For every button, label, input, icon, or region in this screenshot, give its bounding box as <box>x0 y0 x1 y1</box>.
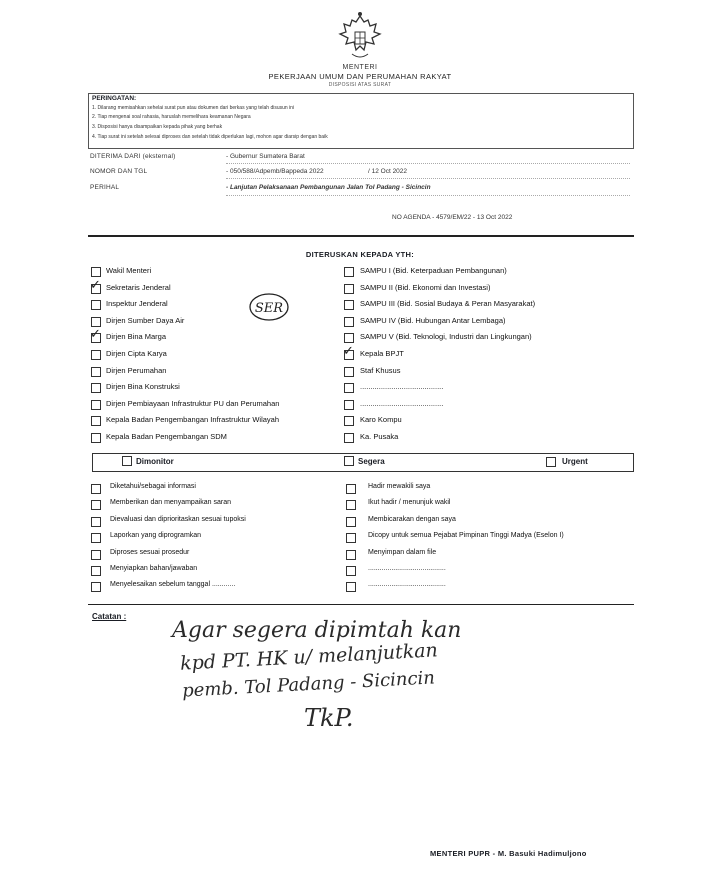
forward-option-label: SAMPU IV (Bid. Hubungan Antar Lembaga) <box>360 315 506 325</box>
warning-title: PERINGATAN: <box>92 95 137 102</box>
instruction-label: Dicopy untuk semua Pejabat Pimpinan Tinggi Madya (Eselon I) <box>368 532 564 540</box>
forward-option-label: Dirjen Sumber Daya Air <box>106 315 185 325</box>
forward-checkbox[interactable] <box>344 333 354 343</box>
instruction-checkbox[interactable] <box>91 517 101 527</box>
received-label: DITERIMA DARI (eksternal) <box>90 153 176 160</box>
instruction-checkbox[interactable] <box>346 500 356 510</box>
forward-option-label: Inspektur Jenderal <box>106 299 168 309</box>
instruction-checkbox[interactable] <box>346 582 356 592</box>
forward-checkbox[interactable] <box>344 317 354 327</box>
monitor-label: Dimonitor <box>136 457 174 466</box>
forward-option-label: Kepala BPJT <box>360 349 404 358</box>
header-subtitle: DISPOSISI ATAS SURAT <box>328 82 392 88</box>
instruction-label: Diproses sesuai prosedur <box>110 548 190 556</box>
header-title: MENTERI <box>342 64 378 71</box>
forward-checkbox[interactable] <box>91 267 101 277</box>
forward-option-label: Ka. Pusaka <box>360 432 399 441</box>
forward-option-label: Sekretaris Jenderal <box>106 282 171 292</box>
number-value: - 050/588/Adpemb/Bappeda 2022 <box>226 168 324 175</box>
divider <box>226 178 630 179</box>
forward-checkbox[interactable] <box>91 350 101 360</box>
instruction-label: Membicarakan dengan saya <box>368 515 456 523</box>
forward-checkbox[interactable] <box>91 367 101 377</box>
forward-option-label: Dirjen Bina Konstruksi <box>106 382 180 392</box>
instruction-checkbox[interactable] <box>346 550 356 560</box>
number-label: NOMOR DAN TGL <box>90 168 148 175</box>
warning-box <box>88 93 634 149</box>
instruction-checkbox[interactable] <box>346 566 356 576</box>
forward-checkbox[interactable] <box>91 400 101 410</box>
monitor-checkbox[interactable] <box>122 456 132 466</box>
forward-option-label: Wakil Menteri <box>106 266 152 275</box>
check-mark-icon: ✓ <box>343 344 354 359</box>
forward-option-label: Kepala Badan Pengembangan Infrastruktur Wilayah <box>106 415 280 425</box>
instruction-label: Ikut hadir / menunjuk wakil <box>368 499 451 507</box>
forward-checkbox[interactable] <box>344 400 354 410</box>
instruction-checkbox[interactable] <box>346 484 356 494</box>
forward-option-label: Dirjen Cipta Karya <box>106 349 167 358</box>
handwritten-note: kpd PT. HK u/ melanjutkan <box>179 639 439 675</box>
forward-option-label: ........................................ <box>360 382 444 392</box>
forward-checkbox[interactable] <box>344 416 354 426</box>
forward-option-label: SAMPU II (Bid. Ekonomi dan Investasi) <box>360 282 491 292</box>
warning-line: 1. Dilarang memisahkan sehelai surat pun atau dokumen dari berkas yang telah disusun ini <box>92 105 295 111</box>
forward-option-label: SAMPU I (Bid. Keterpaduan Pembangunan) <box>360 266 507 275</box>
instruction-label: Hadir mewakili saya <box>368 483 431 490</box>
instruction-checkbox[interactable] <box>91 582 101 592</box>
forward-checkbox[interactable] <box>91 416 101 426</box>
instruction-checkbox[interactable] <box>91 500 101 510</box>
forward-option-label: Dirjen Bina Marga <box>106 332 167 342</box>
forward-checkbox[interactable] <box>344 367 354 377</box>
forward-option-label: Dirjen Perumahan <box>106 365 167 375</box>
instruction-label: Diketahui/sebagai informasi <box>110 483 196 490</box>
forward-option-label: SAMPU III (Bid. Sosial Budaya & Peran Masyarakat) <box>360 299 536 309</box>
header-ministry: PEKERJAAN UMUM DAN PERUMAHAN RAKYAT <box>268 72 452 81</box>
forward-option-label: ........................................ <box>360 398 444 408</box>
forward-checkbox[interactable] <box>344 383 354 393</box>
forward-checkbox[interactable] <box>344 433 354 443</box>
forward-option-label: Kepala Badan Pengembangan SDM <box>106 432 227 441</box>
handwritten-note: Agar segera dipimtah kan <box>172 618 462 643</box>
forward-checkbox[interactable] <box>91 300 101 310</box>
instruction-checkbox[interactable] <box>346 533 356 543</box>
divider <box>226 195 630 196</box>
instruction-checkbox[interactable] <box>346 517 356 527</box>
segera-checkbox[interactable] <box>344 456 354 466</box>
handwritten-initials: TkP. <box>304 704 354 732</box>
forward-checkbox[interactable] <box>344 267 354 277</box>
signature-line: MENTERI PUPR - M. Basuki Hadimuljono <box>430 849 587 858</box>
received-value: - Gubernur Sumatera Barat <box>226 153 305 160</box>
forward-checkbox[interactable] <box>91 383 101 393</box>
instruction-label: Menyimpan dalam file <box>368 548 437 556</box>
instruction-label: ........................................ <box>368 581 446 589</box>
letter-date: / 12 Oct 2022 <box>368 168 408 175</box>
forward-option-label: Dirjen Pembiayaan Infrastruktur PU dan Perumahan <box>106 398 280 408</box>
forward-checkbox[interactable] <box>91 317 101 327</box>
instruction-label: ........................................ <box>368 565 446 572</box>
forward-checkbox[interactable] <box>344 300 354 310</box>
subject-label: PERIHAL <box>90 184 120 191</box>
agenda-number: NO AGENDA - 4579/EM/22 - 13 Oct 2022 <box>392 214 513 221</box>
ser-stamp-text: SER <box>254 301 284 316</box>
forward-option-label: Staf Khusus <box>360 365 401 375</box>
garuda-emblem-icon <box>336 10 384 64</box>
segera-label: Segera <box>358 457 385 466</box>
instruction-checkbox[interactable] <box>91 550 101 560</box>
instruction-checkbox[interactable] <box>91 533 101 543</box>
warning-line: 3. Disposisi hanya disampaikan kepada pihak yang berhak <box>92 124 223 130</box>
instruction-label: Menyiapkan bahan/jawaban <box>110 565 198 572</box>
urgent-label: Urgent <box>562 457 588 466</box>
section-divider <box>88 604 634 605</box>
warning-line: 2. Tiap mengenai soal rahasia, haruslah memelihara keamanan Negara <box>92 114 251 120</box>
instruction-label: Dievaluasi dan diprioritaskan sesuai tupoksi <box>110 515 246 523</box>
forward-title: DITERUSKAN KEPADA YTH: <box>305 250 415 259</box>
divider <box>226 163 630 164</box>
instruction-checkbox[interactable] <box>91 566 101 576</box>
handwritten-note: pemb. Tol Padang - Sicincin <box>181 667 436 702</box>
check-mark-icon: ✓ <box>90 327 101 343</box>
instruction-checkbox[interactable] <box>91 484 101 494</box>
subject-value: - Lanjutan Pelaksanaan Pembangunan Jalan Tol Padang - Sicincin <box>226 184 431 191</box>
forward-checkbox[interactable] <box>91 433 101 443</box>
check-mark-icon: ✓ <box>90 277 101 293</box>
forward-checkbox[interactable] <box>344 284 354 294</box>
instruction-label: Menyelesaikan sebelum tanggal ............ <box>110 581 236 589</box>
warning-line: 4. Tiap surat ini setelah selesai diproses dan setelah tidak diperlukan lagi, mohon agar diarsip dengan baik <box>92 134 328 140</box>
notes-label: Catatan : <box>92 612 127 621</box>
forward-option-label: SAMPU V (Bid. Teknologi, Industri dan Lingkungan) <box>360 332 532 342</box>
section-divider <box>88 235 634 237</box>
urgent-checkbox[interactable] <box>546 457 556 467</box>
ser-stamp <box>248 292 290 322</box>
instruction-label: Laporkan yang diprogramkan <box>110 532 202 540</box>
forward-option-label: Karo Kompu <box>360 415 402 425</box>
instruction-label: Memberikan dan menyampaikan saran <box>110 499 232 507</box>
